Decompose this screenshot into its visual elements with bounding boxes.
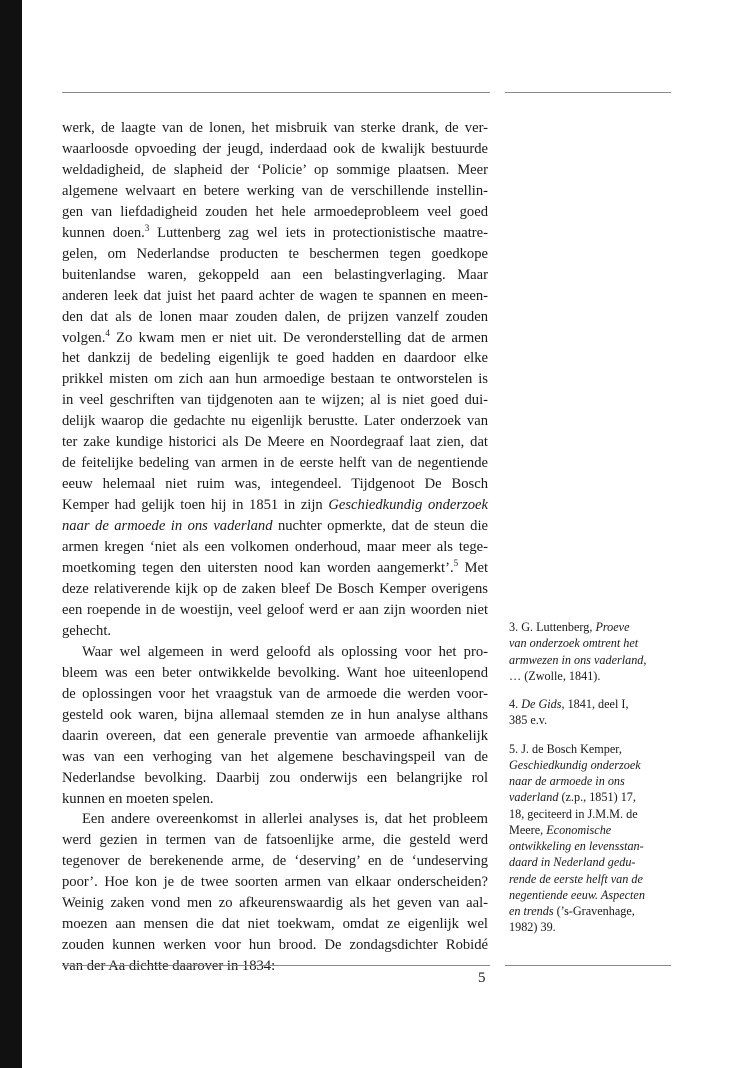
text-line <box>62 328 488 349</box>
line-text: eeuw helemaal niet ruim was, integendeel. Tijdgenoot De Bosch <box>62 476 488 493</box>
line-text: 3. G. Luttenberg, <box>509 620 596 634</box>
footnote-line <box>509 741 679 757</box>
line-text: gesteld ook waren, bijna allemaal stemden ze in hun analyse althans <box>62 706 488 723</box>
text-line <box>62 684 488 705</box>
text-line <box>62 600 488 621</box>
italic-title: ontwikkeling en levensstan- <box>509 839 644 853</box>
footnote-line <box>509 696 679 712</box>
text-line <box>62 956 488 977</box>
footnote-line <box>509 903 679 919</box>
line-text: nuchter opmerkte, dat de steun die <box>272 518 488 535</box>
text-line <box>62 160 488 181</box>
footnote-line <box>509 919 679 935</box>
line-text: 4. <box>509 697 522 711</box>
italic-title: armwezen in ons vaderland, <box>509 652 647 667</box>
text-line <box>62 307 488 328</box>
page-number: 5 <box>478 970 486 986</box>
footnote <box>509 696 679 729</box>
footnote-line <box>509 854 679 870</box>
line-text: een roepende in de woestijn, veel geloof werd er aan zijn woorden niet <box>62 601 488 618</box>
line-text: gelen, om Nederlandse producten te beschermen tegen goedkope <box>62 245 488 262</box>
line-text: werk, de laagte van de lonen, het misbruik van sterke drank, de ver- <box>62 120 488 136</box>
line-text: gen van liefdadigheid zouden het hele armoedeprobleem veel goed <box>62 203 488 220</box>
text-line <box>62 893 488 914</box>
footnote-line <box>509 712 679 728</box>
line-text: gehecht. <box>62 622 112 639</box>
text-line <box>62 453 488 474</box>
italic-title: rende de eerste helft van de <box>509 871 643 886</box>
footnote-ref: 5 <box>453 558 459 569</box>
scan-edge-shadow <box>0 0 22 1068</box>
line-text: werd gezien in termen van de fatsoenlijke arme, die gesteld werd <box>62 832 488 849</box>
italic-title: naar de armoede in ons <box>509 774 625 788</box>
line-text: kunnen en moeten spelen. <box>62 790 214 807</box>
line-text: 1982) 39. <box>509 920 556 935</box>
italic-title: en trends <box>509 904 554 918</box>
footnote-ref: 3 <box>144 222 150 233</box>
text-line <box>62 914 488 935</box>
line-text: van der Aa dichtte daarover in 1834: <box>62 958 276 975</box>
text-line <box>62 139 488 160</box>
line-text: zouden kunnen werken voor hun brood. De zondagsdichter Robidé <box>62 937 488 954</box>
footnote <box>509 741 679 936</box>
text-line <box>62 369 488 390</box>
line-text: Zo kwam men er niet uit. De veronderstelling dat de armen <box>109 329 488 346</box>
italic-title: van onderzoek omtrent het <box>509 636 639 651</box>
line-text: den dat als de lonen maar zouden dalen, de prijzen vanzelf zouden <box>62 308 488 325</box>
footnote-line <box>509 806 679 822</box>
line-text: bleem was een beter ontwikkelde bevolking. Want hoe uiteenlopend <box>62 664 488 681</box>
line-text: Nederlandse bevolking. Daarbij zou onderwijs een belangrijke rol <box>62 769 488 786</box>
line-text: … (Zwolle, 1841). <box>509 668 601 683</box>
line-text: kunnen doen. <box>62 224 145 241</box>
line-text: algemene welvaart en betere werking van de verschillende instellin- <box>62 182 488 199</box>
line-text: was van een verhoging van het algemene beschavingspeil van de <box>62 748 488 765</box>
line-text: waarloosde opvoeding der jeugd, inderdaad ook de kwalijk bestuurde <box>62 140 488 157</box>
text-line <box>62 202 488 223</box>
italic-title: De Gids <box>521 697 562 711</box>
text-line <box>62 516 488 537</box>
line-text: Met <box>458 560 488 577</box>
italic-title: Proeve <box>595 620 630 634</box>
line-text: tegenover de berekenende arme, de ‘deserving’ en de ‘undeserving <box>62 853 488 870</box>
text-line <box>62 265 488 286</box>
footnote-line <box>509 757 679 773</box>
top-rule-main <box>62 92 490 93</box>
footnote-line <box>509 773 679 789</box>
footnote-line <box>509 668 679 684</box>
line-text: delijk waarop die gedachte nu eigenlijk berustte. Later onderzoek van <box>62 413 488 430</box>
line-text: in veel geschriften van tijdgenoten aan te wijzen; al is niet goed dui- <box>62 392 488 409</box>
footnote <box>509 619 679 684</box>
text-line <box>62 851 488 872</box>
text-line <box>62 789 488 810</box>
text-line <box>62 935 488 956</box>
text-line <box>62 872 488 893</box>
line-text: Een andere overeenkomst in allerlei analyses is, dat het probleem <box>82 811 488 828</box>
main-text-column <box>62 118 488 977</box>
line-text: volgen. <box>62 329 106 346</box>
bottom-rule-main <box>62 965 490 966</box>
footnote-line <box>509 789 679 805</box>
line-text: ter zake kundige historici als De Meere en Noordegraaf laat zien, dat <box>62 434 488 451</box>
line-text: 18, geciteerd in J.M.M. de <box>509 806 638 821</box>
italic-title: vaderland <box>509 790 559 805</box>
line-text: het dankzij de bedeling eigenlijk te goed hadden en daardoor elke <box>62 350 488 367</box>
text-line <box>62 118 488 139</box>
text-line <box>62 642 488 663</box>
top-rule-margin <box>505 92 671 93</box>
bottom-rule-margin <box>505 965 671 966</box>
text-line <box>62 768 488 789</box>
text-line <box>62 809 488 830</box>
text-line <box>62 244 488 265</box>
line-text: , 1841, deel I, <box>561 697 629 711</box>
line-text: 5. J. de Bosch Kemper, <box>509 741 622 756</box>
line-text: daarin overeen, dat een generale preventie van armoede afhankelijk <box>62 727 488 744</box>
line-text: poor’. Hoe kon je de twee soorten armen van elkaar onderscheiden? <box>62 874 488 891</box>
line-text: Meere, <box>509 822 547 837</box>
footnotes-column <box>509 619 679 948</box>
text-line <box>62 181 488 202</box>
footnote-line <box>509 887 679 903</box>
footnote-line <box>509 871 679 887</box>
text-line <box>62 411 488 432</box>
italic-title: Geschiedkundig onderzoek <box>509 757 641 772</box>
line-text: Weinig zaken vond men zo afkeurenswaardig als het geven van aal- <box>62 895 488 912</box>
line-text: buitenlandse waren, gekoppeld aan een belastingverlaging. Maar <box>62 266 488 283</box>
line-text: moezen aan mensen die dat niet toekwam, omdat ze eigenlijk wel <box>62 916 488 933</box>
text-line <box>62 579 488 600</box>
text-line <box>62 621 488 642</box>
footnote-line <box>509 635 679 651</box>
text-line <box>62 432 488 453</box>
footnote-line <box>509 822 679 838</box>
line-text: moetkoming tegen den uitersten nood kan worden aangemerkt’. <box>62 560 454 577</box>
line-text: 385 e.v. <box>509 713 548 728</box>
text-line <box>62 390 488 411</box>
text-line <box>62 558 488 579</box>
line-text: de oplossingen voor het vraagstuk van de armoede die werden voor- <box>62 685 488 702</box>
line-text: de feitelijke bedeling van armen in de eerste helft van de negentiende <box>62 455 488 472</box>
italic-title: Geschiedkundig onderzoek <box>328 497 488 514</box>
line-text: Kemper had gelijk toen hij in 1851 in zijn <box>62 497 329 514</box>
footnote-line <box>509 838 679 854</box>
line-text: anderen leek dat juist het paard achter de wagen te spannen en meen- <box>62 287 488 304</box>
text-line <box>62 286 488 307</box>
text-line <box>62 830 488 851</box>
line-text: (z.p., 1851) 17, <box>558 790 636 805</box>
text-line <box>62 223 488 244</box>
line-text: deze relativerende kijk op de zaken bleef De Bosch Kemper overigens <box>62 580 488 597</box>
text-line <box>62 705 488 726</box>
text-line <box>62 348 488 369</box>
text-line <box>62 663 488 684</box>
line-text: Luttenberg zag wel iets in protectionistische maatre- <box>149 224 488 241</box>
line-text: (’s-Gravenhage, <box>553 904 635 918</box>
italic-title: daard in Nederland gedu- <box>509 855 636 870</box>
text-line <box>62 537 488 558</box>
line-text: armen kregen ‘niet als een volkomen onderhoud, maar meer als tege- <box>62 539 488 556</box>
line-text: Waar wel algemeen in werd geloofd als oplossing voor het pro- <box>82 643 488 660</box>
text-line <box>62 726 488 747</box>
text-line <box>62 474 488 495</box>
footnote-line <box>509 652 679 668</box>
footnote-line <box>509 619 679 635</box>
italic-title: Economische <box>546 822 612 837</box>
text-line <box>62 747 488 768</box>
text-line <box>62 495 488 516</box>
footnote-ref: 4 <box>105 327 110 338</box>
italic-title: naar de armoede in ons vaderland <box>62 518 273 535</box>
line-text: weldadigheid, de slapheid der ‘Policie’ op sommige plaatsen. Meer <box>62 161 488 178</box>
italic-title: negentiende eeuw. Aspecten <box>509 887 645 902</box>
line-text: prikkel misten om zich aan hun armoedige bestaan te ontworstelen is <box>62 371 488 388</box>
